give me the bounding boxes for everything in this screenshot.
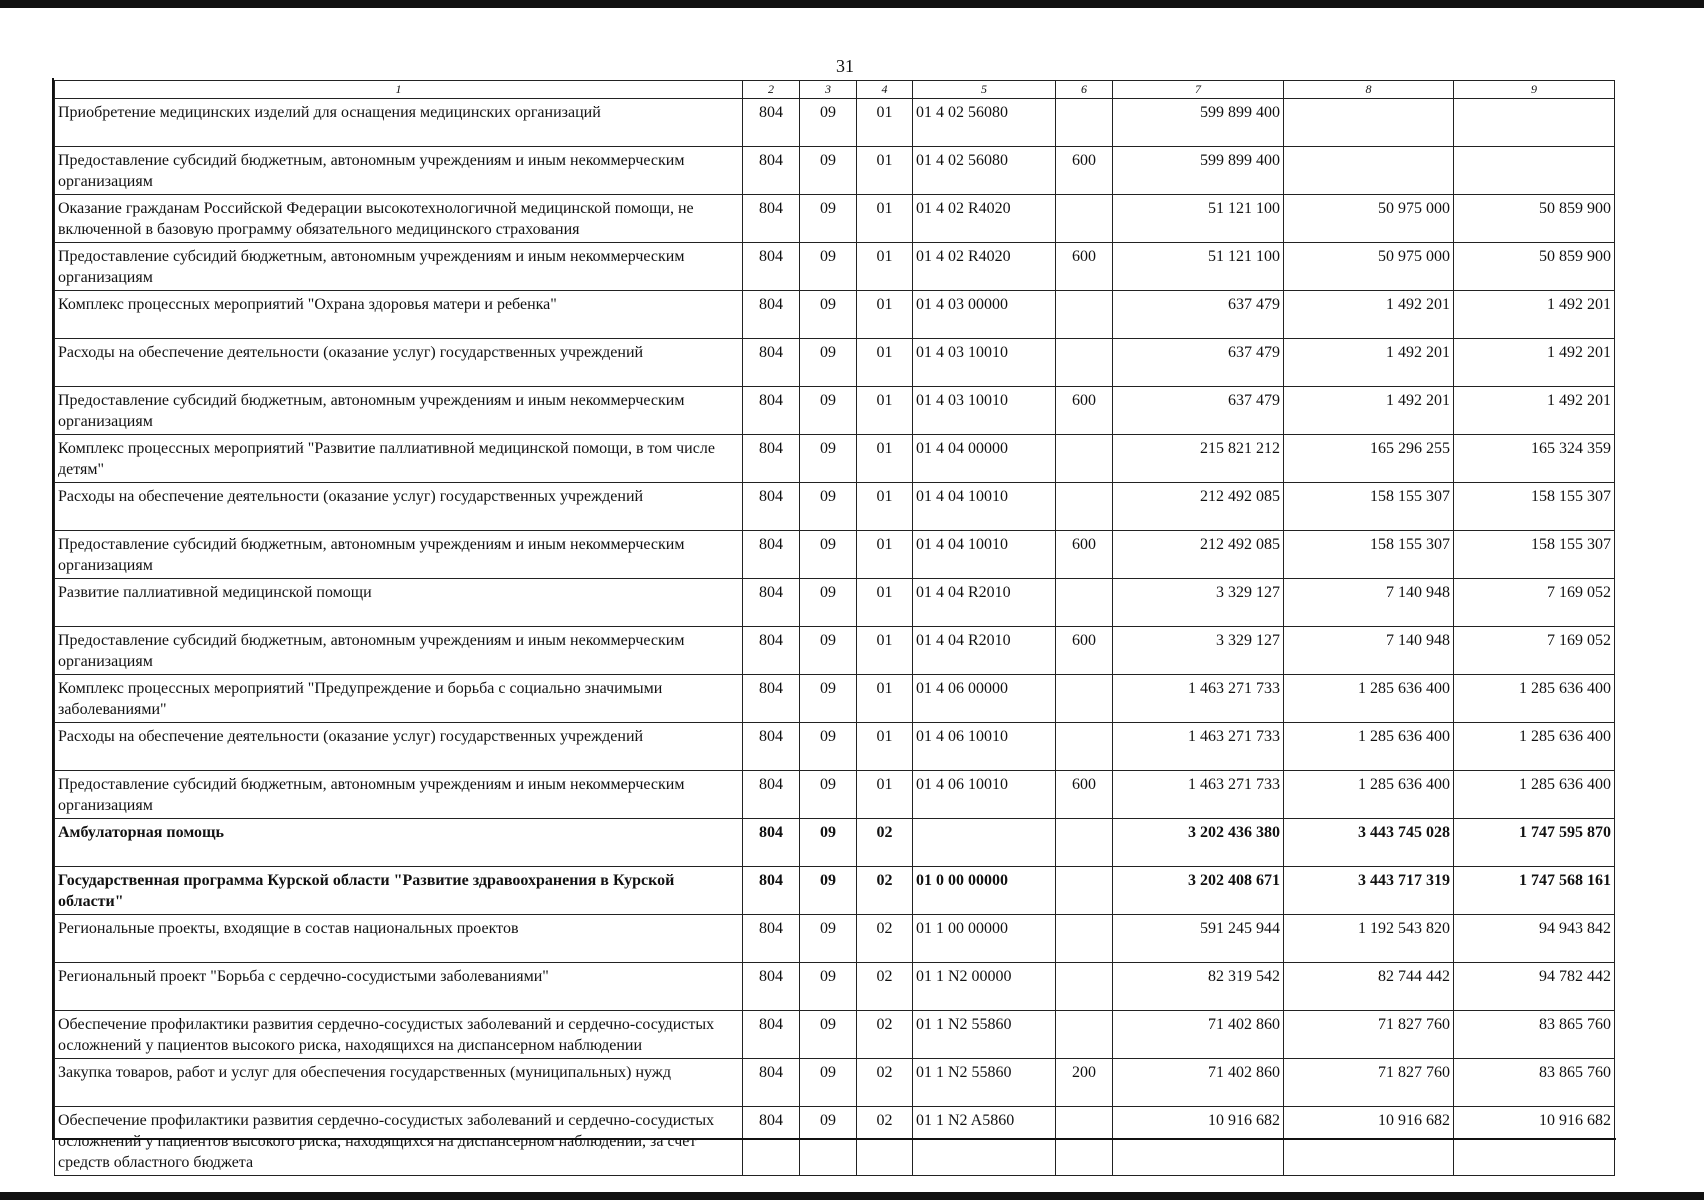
grbs-code: 804 bbox=[743, 963, 800, 1011]
target-article-code: 01 1 N2 A5860 bbox=[913, 1107, 1056, 1176]
scan-bottom-edge bbox=[0, 1192, 1704, 1200]
target-article-code: 01 4 03 10010 bbox=[913, 387, 1056, 435]
column-number: 8 bbox=[1284, 81, 1454, 99]
amount-col-9: 50 859 900 bbox=[1454, 243, 1615, 291]
column-number: 1 bbox=[55, 81, 743, 99]
amount-col-9 bbox=[1454, 147, 1615, 195]
row-name: Комплекс процессных мероприятий "Охрана здоровья матери и ребенка" bbox=[55, 291, 743, 339]
amount-col-7: 3 202 436 380 bbox=[1113, 819, 1284, 867]
row-name: Развитие паллиативной медицинской помощи bbox=[55, 579, 743, 627]
table-row bbox=[55, 915, 1615, 963]
row-name: Региональные проекты, входящие в состав национальных проектов bbox=[55, 915, 743, 963]
subsection-code: 01 bbox=[857, 147, 913, 195]
section-code: 09 bbox=[800, 291, 857, 339]
table-row bbox=[55, 531, 1615, 579]
target-article-code: 01 4 03 10010 bbox=[913, 339, 1056, 387]
amount-col-9: 1 747 568 161 bbox=[1454, 867, 1615, 915]
section-code: 09 bbox=[800, 627, 857, 675]
expense-type-code: 600 bbox=[1056, 531, 1113, 579]
target-article-code bbox=[913, 819, 1056, 867]
amount-col-8: 71 827 760 bbox=[1284, 1059, 1454, 1107]
amount-col-9: 83 865 760 bbox=[1454, 1059, 1615, 1107]
amount-col-7: 10 916 682 bbox=[1113, 1107, 1284, 1176]
expense-type-code bbox=[1056, 579, 1113, 627]
amount-col-7: 3 329 127 bbox=[1113, 627, 1284, 675]
subsection-code: 01 bbox=[857, 291, 913, 339]
section-code: 09 bbox=[800, 387, 857, 435]
grbs-code: 804 bbox=[743, 1059, 800, 1107]
grbs-code: 804 bbox=[743, 387, 800, 435]
section-code: 09 bbox=[800, 723, 857, 771]
expense-type-code bbox=[1056, 339, 1113, 387]
grbs-code: 804 bbox=[743, 147, 800, 195]
amount-col-9: 10 916 682 bbox=[1454, 1107, 1615, 1176]
section-code: 09 bbox=[800, 579, 857, 627]
row-name: Предоставление субсидий бюджетным, автономным учреждениям и иным некоммерческим организациям bbox=[55, 531, 743, 579]
amount-col-8 bbox=[1284, 147, 1454, 195]
row-name: Расходы на обеспечение деятельности (оказание услуг) государственных учреждений bbox=[55, 339, 743, 387]
amount-col-8: 50 975 000 bbox=[1284, 195, 1454, 243]
amount-col-8: 3 443 745 028 bbox=[1284, 819, 1454, 867]
amount-col-9: 158 155 307 bbox=[1454, 531, 1615, 579]
column-number: 5 bbox=[913, 81, 1056, 99]
target-article-code: 01 1 00 00000 bbox=[913, 915, 1056, 963]
row-name: Предоставление субсидий бюджетным, автономным учреждениям и иным некоммерческим организациям bbox=[55, 771, 743, 819]
expense-type-code bbox=[1056, 1011, 1113, 1059]
subsection-code: 01 bbox=[857, 339, 913, 387]
section-code: 09 bbox=[800, 147, 857, 195]
grbs-code: 804 bbox=[743, 1107, 800, 1176]
table-row bbox=[55, 723, 1615, 771]
expense-type-code bbox=[1056, 483, 1113, 531]
table-row bbox=[55, 99, 1615, 147]
row-name: Расходы на обеспечение деятельности (оказание услуг) государственных учреждений bbox=[55, 723, 743, 771]
amount-col-8: 1 285 636 400 bbox=[1284, 771, 1454, 819]
amount-col-7: 71 402 860 bbox=[1113, 1059, 1284, 1107]
subsection-code: 01 bbox=[857, 627, 913, 675]
expense-type-code bbox=[1056, 195, 1113, 243]
grbs-code: 804 bbox=[743, 291, 800, 339]
grbs-code: 804 bbox=[743, 867, 800, 915]
amount-col-9: 7 169 052 bbox=[1454, 579, 1615, 627]
amount-col-7: 3 202 408 671 bbox=[1113, 867, 1284, 915]
row-name: Расходы на обеспечение деятельности (оказание услуг) государственных учреждений bbox=[55, 483, 743, 531]
grbs-code: 804 bbox=[743, 819, 800, 867]
row-name: Региональный проект "Борьба с сердечно-сосудистыми заболеваниями" bbox=[55, 963, 743, 1011]
amount-col-8: 158 155 307 bbox=[1284, 531, 1454, 579]
amount-col-9: 1 285 636 400 bbox=[1454, 771, 1615, 819]
section-code: 09 bbox=[800, 1011, 857, 1059]
row-name: Оказание гражданам Российской Федерации высокотехнологичной медицинской помощи, не включенной в базовую программу обязательного медицинского страхования bbox=[55, 195, 743, 243]
expense-type-code bbox=[1056, 435, 1113, 483]
amount-col-8 bbox=[1284, 99, 1454, 147]
expense-type-code bbox=[1056, 915, 1113, 963]
expense-type-code bbox=[1056, 867, 1113, 915]
table-row bbox=[55, 579, 1615, 627]
amount-col-7: 215 821 212 bbox=[1113, 435, 1284, 483]
table-row bbox=[55, 195, 1615, 243]
grbs-code: 804 bbox=[743, 243, 800, 291]
column-number: 7 bbox=[1113, 81, 1284, 99]
column-number: 4 bbox=[857, 81, 913, 99]
target-article-code: 01 1 N2 55860 bbox=[913, 1059, 1056, 1107]
expense-type-code: 600 bbox=[1056, 387, 1113, 435]
subsection-code: 01 bbox=[857, 195, 913, 243]
amount-col-8: 1 492 201 bbox=[1284, 339, 1454, 387]
amount-col-9: 83 865 760 bbox=[1454, 1011, 1615, 1059]
section-code: 09 bbox=[800, 771, 857, 819]
amount-col-9: 1 492 201 bbox=[1454, 291, 1615, 339]
row-name: Обеспечение профилактики развития сердечно-сосудистых заболеваний и сердечно-сосудистых осложнений у пациентов высокого риска, находящихся на диспансерном наблюдении bbox=[55, 1011, 743, 1059]
section-code: 09 bbox=[800, 819, 857, 867]
expense-type-code: 600 bbox=[1056, 771, 1113, 819]
amount-col-8: 82 744 442 bbox=[1284, 963, 1454, 1011]
subsection-code: 01 bbox=[857, 243, 913, 291]
row-name: Государственная программа Курской области "Развитие здравоохранения в Курской области" bbox=[55, 867, 743, 915]
table-row bbox=[55, 339, 1615, 387]
section-code: 09 bbox=[800, 483, 857, 531]
grbs-code: 804 bbox=[743, 627, 800, 675]
column-number: 3 bbox=[800, 81, 857, 99]
grbs-code: 804 bbox=[743, 195, 800, 243]
target-article-code: 01 0 00 00000 bbox=[913, 867, 1056, 915]
amount-col-7: 71 402 860 bbox=[1113, 1011, 1284, 1059]
row-name: Предоставление субсидий бюджетным, автономным учреждениям и иным некоммерческим организациям bbox=[55, 243, 743, 291]
amount-col-7: 212 492 085 bbox=[1113, 483, 1284, 531]
section-code: 09 bbox=[800, 915, 857, 963]
amount-col-7: 591 245 944 bbox=[1113, 915, 1284, 963]
target-article-code: 01 4 02 R4020 bbox=[913, 195, 1056, 243]
amount-col-8: 10 916 682 bbox=[1284, 1107, 1454, 1176]
table-row bbox=[55, 291, 1615, 339]
target-article-code: 01 4 04 R2010 bbox=[913, 627, 1056, 675]
row-name: Приобретение медицинских изделий для оснащения медицинских организаций bbox=[55, 99, 743, 147]
grbs-code: 804 bbox=[743, 531, 800, 579]
table-row bbox=[55, 867, 1615, 915]
amount-col-8: 165 296 255 bbox=[1284, 435, 1454, 483]
target-article-code: 01 4 03 00000 bbox=[913, 291, 1056, 339]
amount-col-9: 165 324 359 bbox=[1454, 435, 1615, 483]
target-article-code: 01 4 04 10010 bbox=[913, 483, 1056, 531]
subsection-code: 02 bbox=[857, 963, 913, 1011]
expense-type-code bbox=[1056, 963, 1113, 1011]
grbs-code: 804 bbox=[743, 1011, 800, 1059]
amount-col-8: 7 140 948 bbox=[1284, 579, 1454, 627]
section-code: 09 bbox=[800, 435, 857, 483]
target-article-code: 01 1 N2 55860 bbox=[913, 1011, 1056, 1059]
expense-type-code: 600 bbox=[1056, 627, 1113, 675]
grbs-code: 804 bbox=[743, 579, 800, 627]
column-number: 2 bbox=[743, 81, 800, 99]
row-name: Предоставление субсидий бюджетным, автономным учреждениям и иным некоммерческим организациям bbox=[55, 627, 743, 675]
target-article-code: 01 1 N2 00000 bbox=[913, 963, 1056, 1011]
amount-col-8: 1 285 636 400 bbox=[1284, 675, 1454, 723]
subsection-code: 02 bbox=[857, 819, 913, 867]
budget-table bbox=[54, 80, 1615, 1176]
subsection-code: 01 bbox=[857, 483, 913, 531]
subsection-code: 01 bbox=[857, 531, 913, 579]
amount-col-7: 51 121 100 bbox=[1113, 243, 1284, 291]
table-row bbox=[55, 1011, 1615, 1059]
amount-col-8: 1 192 543 820 bbox=[1284, 915, 1454, 963]
expense-type-code: 600 bbox=[1056, 147, 1113, 195]
amount-col-7: 637 479 bbox=[1113, 339, 1284, 387]
amount-col-9: 1 492 201 bbox=[1454, 387, 1615, 435]
row-name: Комплекс процессных мероприятий "Развитие паллиативной медицинской помощи, в том числе детям" bbox=[55, 435, 743, 483]
column-number: 6 bbox=[1056, 81, 1113, 99]
amount-col-9: 50 859 900 bbox=[1454, 195, 1615, 243]
subsection-code: 01 bbox=[857, 771, 913, 819]
amount-col-9 bbox=[1454, 99, 1615, 147]
expense-type-code bbox=[1056, 99, 1113, 147]
amount-col-7: 82 319 542 bbox=[1113, 963, 1284, 1011]
table-row bbox=[55, 819, 1615, 867]
target-article-code: 01 4 04 R2010 bbox=[913, 579, 1056, 627]
row-name: Комплекс процессных мероприятий "Предупреждение и борьба с социально значимыми заболеваниями" bbox=[55, 675, 743, 723]
amount-col-8: 1 492 201 bbox=[1284, 387, 1454, 435]
row-name: Обеспечение профилактики развития сердечно-сосудистых заболеваний и сердечно-сосудистых осложнений у пациентов высокого риска, находящихся на диспансерном наблюдении, за счет средств областного бюджета bbox=[55, 1107, 743, 1176]
expense-type-code bbox=[1056, 819, 1113, 867]
table-row bbox=[55, 627, 1615, 675]
amount-col-8: 158 155 307 bbox=[1284, 483, 1454, 531]
target-article-code: 01 4 06 00000 bbox=[913, 675, 1056, 723]
column-number: 9 bbox=[1454, 81, 1615, 99]
target-article-code: 01 4 04 10010 bbox=[913, 531, 1056, 579]
target-article-code: 01 4 02 56080 bbox=[913, 147, 1056, 195]
amount-col-8: 1 492 201 bbox=[1284, 291, 1454, 339]
expense-type-code bbox=[1056, 1107, 1113, 1176]
expense-type-code bbox=[1056, 291, 1113, 339]
amount-col-7: 51 121 100 bbox=[1113, 195, 1284, 243]
grbs-code: 804 bbox=[743, 915, 800, 963]
subsection-code: 02 bbox=[857, 1059, 913, 1107]
expense-type-code bbox=[1056, 675, 1113, 723]
grbs-code: 804 bbox=[743, 435, 800, 483]
amount-col-7: 1 463 271 733 bbox=[1113, 771, 1284, 819]
row-name: Предоставление субсидий бюджетным, автономным учреждениям и иным некоммерческим организациям bbox=[55, 387, 743, 435]
section-code: 09 bbox=[800, 963, 857, 1011]
scan-top-edge bbox=[0, 0, 1704, 8]
amount-col-9: 94 943 842 bbox=[1454, 915, 1615, 963]
target-article-code: 01 4 04 00000 bbox=[913, 435, 1056, 483]
subsection-code: 01 bbox=[857, 387, 913, 435]
grbs-code: 804 bbox=[743, 723, 800, 771]
section-code: 09 bbox=[800, 867, 857, 915]
page-number: 31 bbox=[836, 56, 854, 76]
amount-col-9: 7 169 052 bbox=[1454, 627, 1615, 675]
amount-col-8: 50 975 000 bbox=[1284, 243, 1454, 291]
subsection-code: 01 bbox=[857, 675, 913, 723]
subsection-code: 02 bbox=[857, 867, 913, 915]
table-row bbox=[55, 435, 1615, 483]
amount-col-8: 1 285 636 400 bbox=[1284, 723, 1454, 771]
section-code: 09 bbox=[800, 531, 857, 579]
subsection-code: 01 bbox=[857, 579, 913, 627]
amount-col-7: 637 479 bbox=[1113, 387, 1284, 435]
amount-col-9: 158 155 307 bbox=[1454, 483, 1615, 531]
row-name: Амбулаторная помощь bbox=[55, 819, 743, 867]
table-row bbox=[55, 1059, 1615, 1107]
section-code: 09 bbox=[800, 243, 857, 291]
subsection-code: 02 bbox=[857, 1107, 913, 1176]
subsection-code: 01 bbox=[857, 99, 913, 147]
amount-col-9: 94 782 442 bbox=[1454, 963, 1615, 1011]
section-code: 09 bbox=[800, 99, 857, 147]
table-body bbox=[55, 81, 1615, 1176]
amount-col-9: 1 285 636 400 bbox=[1454, 723, 1615, 771]
section-code: 09 bbox=[800, 1059, 857, 1107]
amount-col-9: 1 747 595 870 bbox=[1454, 819, 1615, 867]
grbs-code: 804 bbox=[743, 99, 800, 147]
amount-col-8: 3 443 717 319 bbox=[1284, 867, 1454, 915]
table-row bbox=[55, 963, 1615, 1011]
column-number-row bbox=[55, 81, 1615, 99]
row-name: Предоставление субсидий бюджетным, автономным учреждениям и иным некоммерческим организациям bbox=[55, 147, 743, 195]
amount-col-7: 599 899 400 bbox=[1113, 99, 1284, 147]
section-code: 09 bbox=[800, 195, 857, 243]
target-article-code: 01 4 06 10010 bbox=[913, 771, 1056, 819]
table-row bbox=[55, 675, 1615, 723]
table-row bbox=[55, 483, 1615, 531]
table-row bbox=[55, 1107, 1615, 1176]
target-article-code: 01 4 02 56080 bbox=[913, 99, 1056, 147]
grbs-code: 804 bbox=[743, 339, 800, 387]
section-code: 09 bbox=[800, 339, 857, 387]
table-row bbox=[55, 387, 1615, 435]
amount-col-7: 637 479 bbox=[1113, 291, 1284, 339]
section-code: 09 bbox=[800, 1107, 857, 1176]
row-name: Закупка товаров, работ и услуг для обеспечения государственных (муниципальных) нужд bbox=[55, 1059, 743, 1107]
grbs-code: 804 bbox=[743, 771, 800, 819]
expense-type-code: 200 bbox=[1056, 1059, 1113, 1107]
target-article-code: 01 4 02 R4020 bbox=[913, 243, 1056, 291]
table-row bbox=[55, 771, 1615, 819]
amount-col-8: 7 140 948 bbox=[1284, 627, 1454, 675]
subsection-code: 02 bbox=[857, 915, 913, 963]
table-row bbox=[55, 147, 1615, 195]
amount-col-9: 1 492 201 bbox=[1454, 339, 1615, 387]
target-article-code: 01 4 06 10010 bbox=[913, 723, 1056, 771]
subsection-code: 01 bbox=[857, 723, 913, 771]
amount-col-7: 212 492 085 bbox=[1113, 531, 1284, 579]
amount-col-7: 3 329 127 bbox=[1113, 579, 1284, 627]
grbs-code: 804 bbox=[743, 483, 800, 531]
section-code: 09 bbox=[800, 675, 857, 723]
subsection-code: 02 bbox=[857, 1011, 913, 1059]
grbs-code: 804 bbox=[743, 675, 800, 723]
amount-col-9: 1 285 636 400 bbox=[1454, 675, 1615, 723]
subsection-code: 01 bbox=[857, 435, 913, 483]
amount-col-8: 71 827 760 bbox=[1284, 1011, 1454, 1059]
amount-col-7: 1 463 271 733 bbox=[1113, 675, 1284, 723]
amount-col-7: 1 463 271 733 bbox=[1113, 723, 1284, 771]
expense-type-code bbox=[1056, 723, 1113, 771]
table-row bbox=[55, 243, 1615, 291]
expense-type-code: 600 bbox=[1056, 243, 1113, 291]
amount-col-7: 599 899 400 bbox=[1113, 147, 1284, 195]
